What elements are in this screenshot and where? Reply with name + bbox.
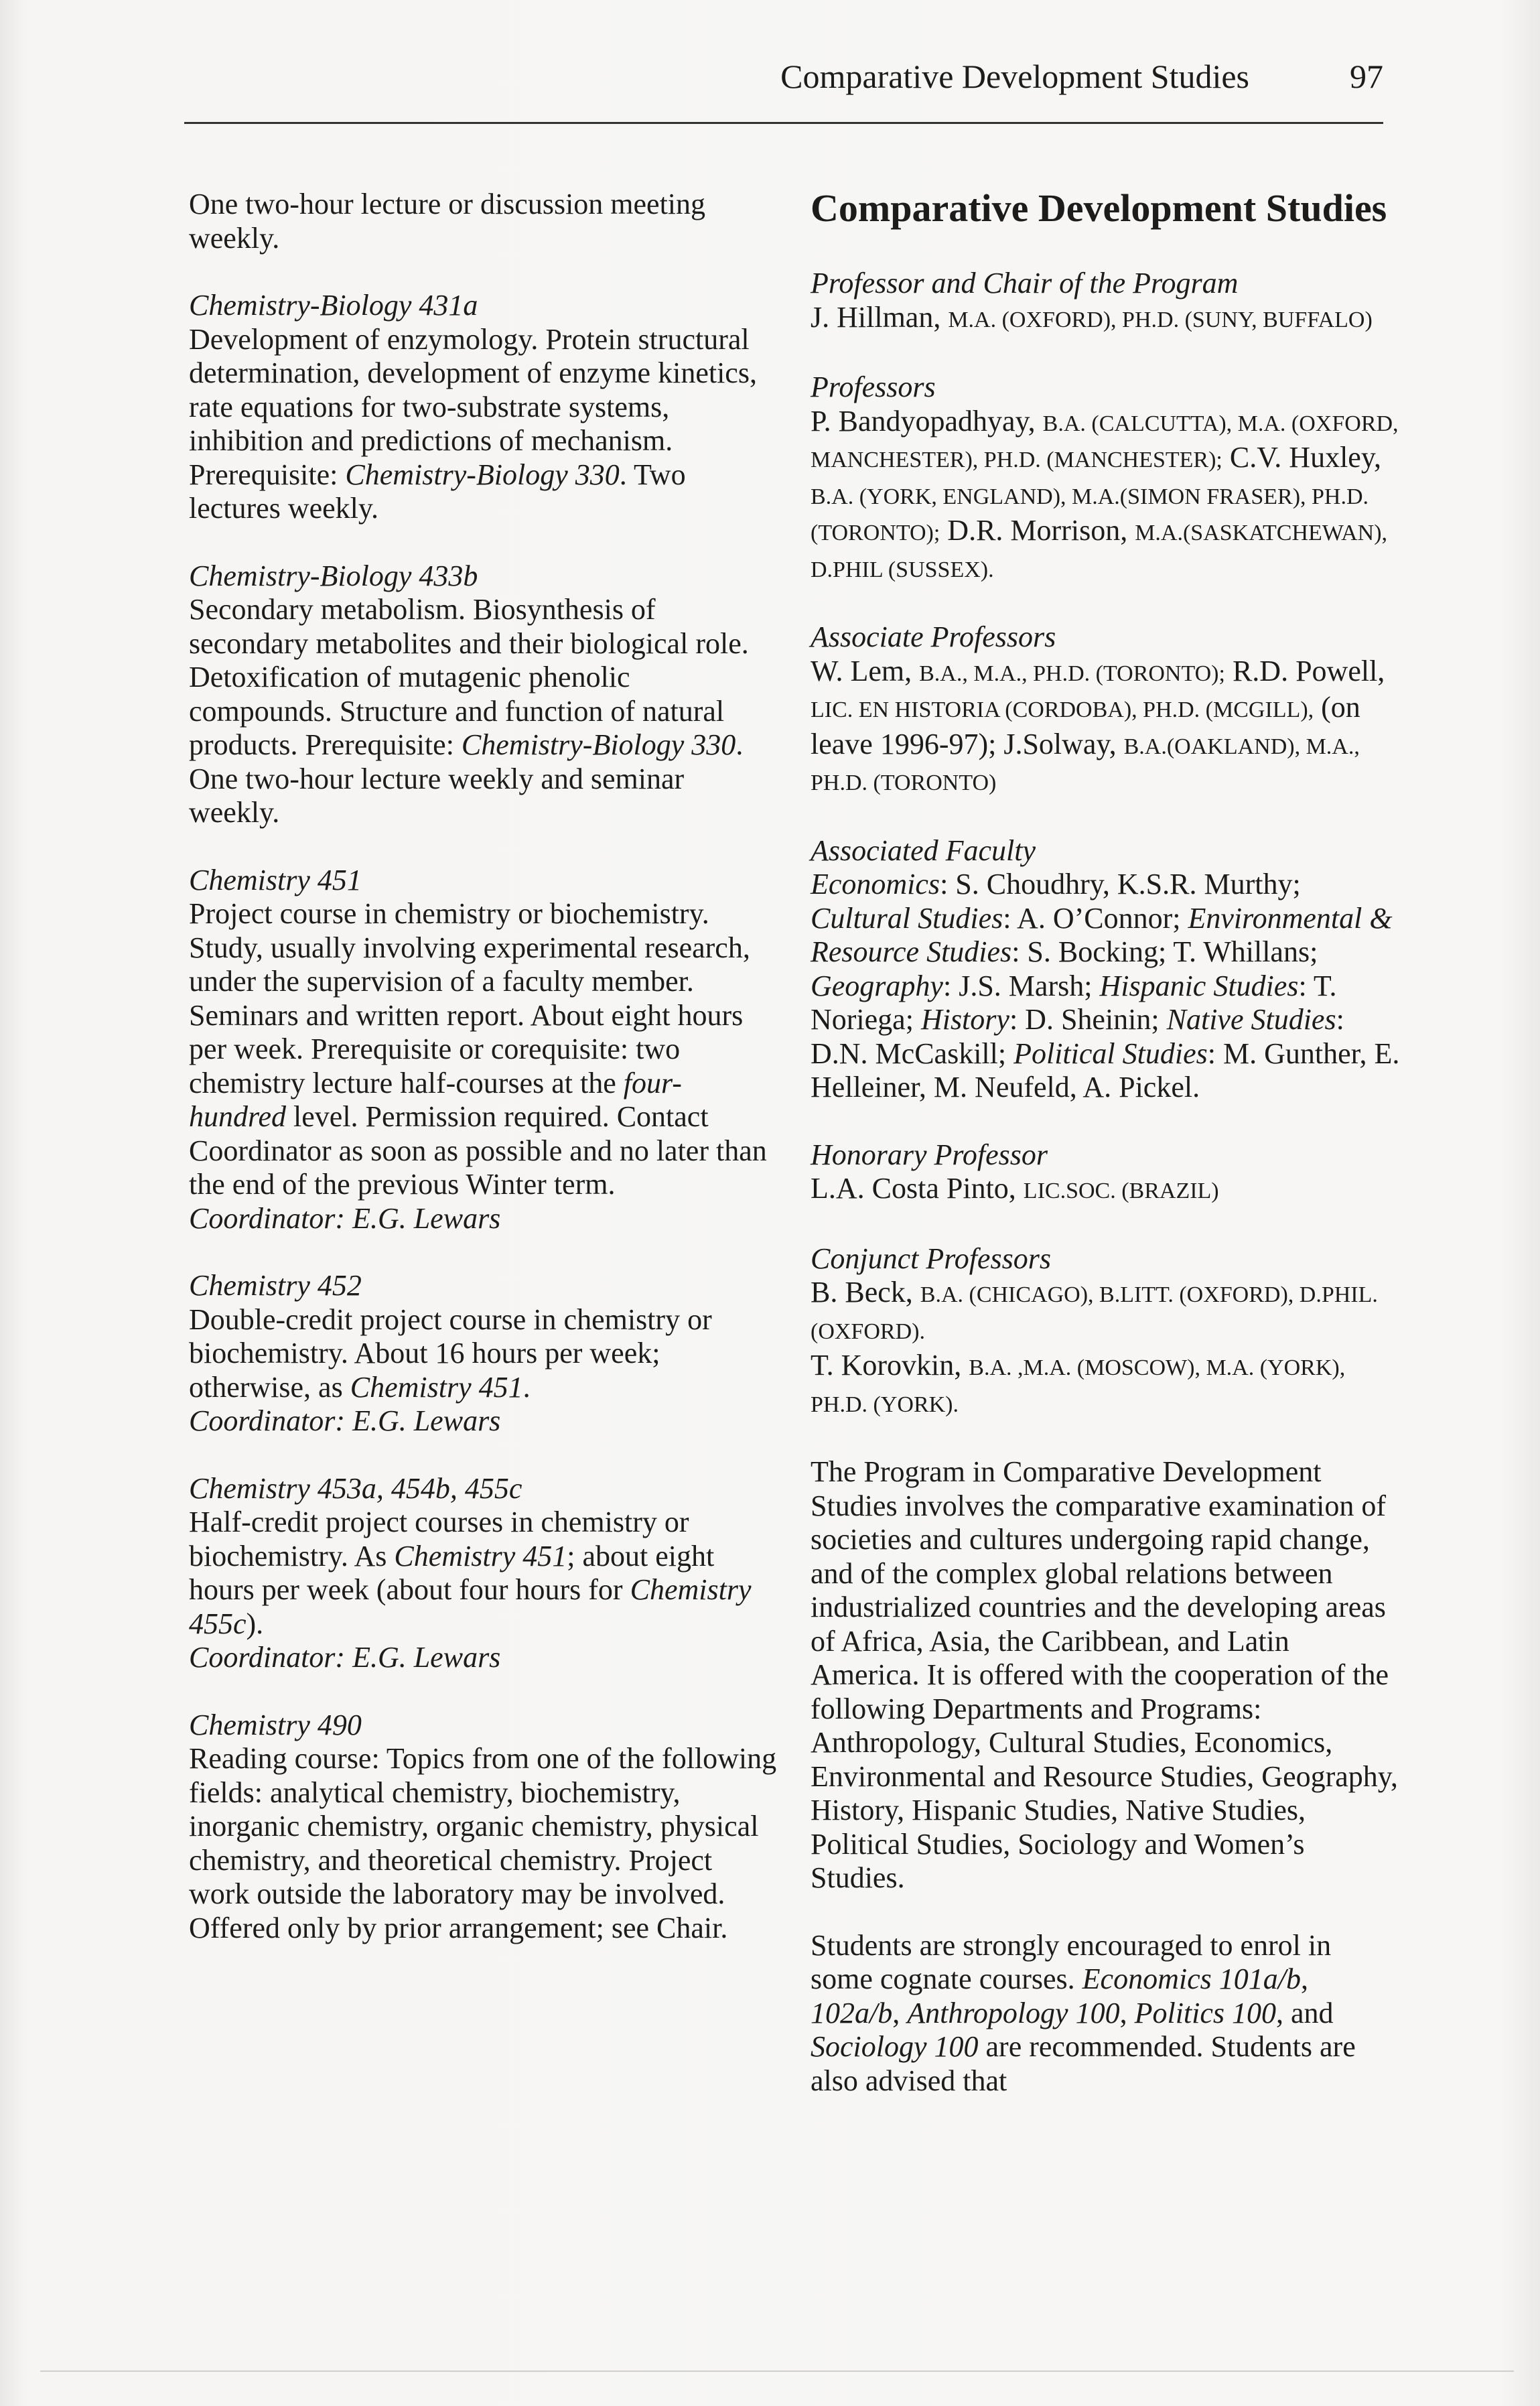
course-title: Chemistry-Biology 431a [189, 289, 478, 322]
associate-professors-entry: Associate Professors W. Lem, B.A., M.A., PH.D. (TORONTO); R.D. Powell, LIC. EN HISTORIA (CORDOBA), PH.D. (MCGILL), (on leave 1996-97); J.Solway, B.A.(OAKLAND), M.A., PH.D. (TORONTO) [811, 620, 1400, 801]
left-column [189, 188, 778, 1979]
course-description: Secondary metabolism. Biosynthesis of secondary metabolites and their biological role. Detoxification of mutagenic phenolic compounds. Structure and function of natural products. Prerequisite: Chemistry-Biology 330. One two-hour lecture weekly and seminar weekly. [189, 593, 749, 829]
conjunct-professors-entry: Conjunct Professors B. Beck, B.A. (CHICAGO), B.LITT. (OXFORD), D.PHIL. (OXFORD). T. Korovkin, B.A. ,M.A. (MOSCOW), M.A. (YORK), PH.D. (YORK). [811, 1242, 1400, 1422]
professors-entry: Professors P. Bandyopadhyay, B.A. (CALCUTTA), M.A. (OXFORD, MANCHESTER), PH.D. (MANCHESTER); C.V. Huxley, B.A. (YORK, ENGLAND), M.A.(SIMON FRASER), PH.D.(TORONTO); D.R. Morrison, M.A.(SASKATCHEWAN), D.PHIL (SUSSEX). [811, 371, 1400, 587]
faculty-degrees: M.A. (OXFORD), PH.D. (SUNY, BUFFALO) [948, 307, 1373, 332]
course-coordinator: Coordinator: E.G. Lewars [189, 1201, 501, 1235]
page-number: 97 [1350, 58, 1383, 95]
course-coordinator: Coordinator: E.G. Lewars [189, 1404, 501, 1437]
role-heading: Professors [811, 371, 936, 403]
course-title: Chemistry 453a, 454b, 455c [189, 1471, 522, 1505]
header-title: Comparative Development Studies [780, 58, 1249, 95]
faculty-name: J. Hillman, [811, 300, 949, 334]
students-paragraph: Students are strongly encouraged to enrol in some cognate courses. Economics 101a/b, 102a/b, Anthropology 100, Politics 100, and Sociology 100 are recommended. Students are also advised that [811, 1928, 1356, 2097]
intro-text: One two-hour lecture or discussion meeting weekly. [189, 188, 706, 255]
honorary-professor-entry: Honorary Professor L.A. Costa Pinto, LIC.SOC. (BRAZIL) [811, 1138, 1400, 1209]
course-title: Chemistry 451 [189, 863, 362, 896]
course-entry [189, 289, 778, 526]
role-heading: Associate Professors [811, 620, 1056, 653]
course-title: Chemistry-Biology 433b [189, 559, 478, 592]
course-description: Development of enzymology. Protein structural determination, development of enzyme kinetics, rate equations for two-substrate systems, inhibition and predictions of mechanism. Prerequisite: Chemistry-Biology 330. Two lectures weekly. [189, 322, 757, 525]
header-rule [184, 122, 1383, 124]
course-entry [189, 559, 778, 830]
chair-entry [811, 267, 1400, 337]
course-description: Project course in chemistry or biochemistry. Study, usually involving experimental research, under the supervision of a faculty member. Seminars and written report. About eight hours per week. Prerequisite or corequisite: two chemistry lecture half-courses at the four-hundred level. Permission required. Contact Coordinator as soon as possible and no later than the end of the previous Winter term. [189, 897, 767, 1201]
right-column [811, 188, 1400, 2131]
associated-faculty-entry: Associated Faculty Economics: S. Choudhry, K.S.R. Murthy; Cultural Studies: A. O’Connor; Environmental & Resource Studies: S. Bocking; T. Whillans; Geography: J.S. Marsh; Hispanic Studies: T. Noriega; History: D. Sheinin; Native Studies: D.N. McCaskill; Political Studies: M. Gunther, E. Helleiner, M. Neufeld, A. Pickel. [811, 833, 1400, 1104]
course-description: Half-credit project courses in chemistry or biochemistry. As Chemistry 451; about eight hours per week (about four hours for Chemistry 455c). [189, 1506, 752, 1640]
course-title: Chemistry 452 [189, 1269, 362, 1302]
course-entry [189, 1472, 778, 1675]
course-title: Chemistry 490 [189, 1708, 362, 1741]
role-heading: Professor and Chair of the Program [811, 267, 1239, 299]
course-entry [189, 1709, 778, 1946]
program-description: The Program in Comparative Development Studies involves the comparative examination of societies and cultures undergoing rapid change, and of the complex global relations between industrialized countries and the developing areas of Africa, Asia, the Caribbean, and Latin America. It is offered with the cooperation of the following Departments and Programs: Anthropology, Cultural Studies, Economics, Environmental and Resource Studies, Geography, History, Hispanic Studies, Native Studies, Political Studies, Sociology and Women’s Studies. [811, 1455, 1398, 1894]
role-heading: Associated Faculty [811, 833, 1036, 867]
role-heading: Conjunct Professors [811, 1242, 1051, 1275]
course-entry [189, 1269, 778, 1439]
course-coordinator: Coordinator: E.G. Lewars [189, 1641, 501, 1674]
section-heading: Comparative Development Studies [811, 186, 1387, 230]
running-header [184, 52, 1383, 119]
course-description: Double-credit project course in chemistry or biochemistry. About 16 hours per week; otherwise, as Chemistry 451. [189, 1302, 712, 1404]
role-heading: Honorary Professor [811, 1138, 1048, 1171]
course-entry [189, 864, 778, 1236]
page-edge-line [40, 2370, 1514, 2372]
course-description: Reading course: Topics from one of the following fields: analytical chemistry, biochemistry, inorganic chemistry, organic chemistry, physical chemistry, and theoretical chemistry. Project work outside the laboratory may be involved. Offered only by prior arrangement; see Chair. [189, 1742, 777, 1944]
